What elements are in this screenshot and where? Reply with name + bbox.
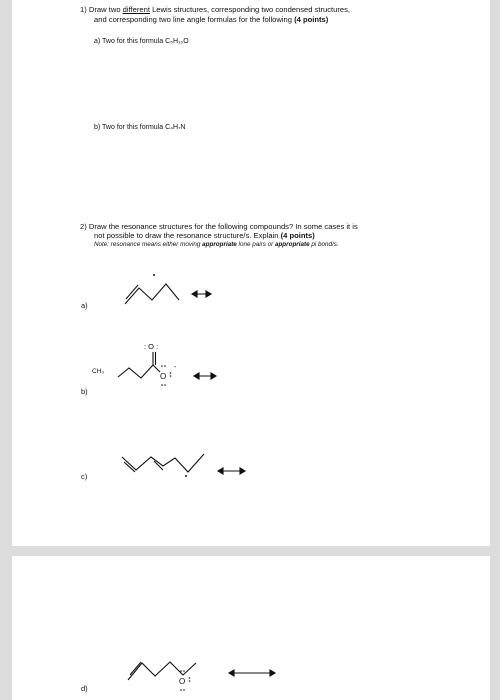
question-1-line-2-text: and corresponding two line angle formulas for the following — [94, 15, 295, 24]
compound-d-structure — [128, 662, 196, 680]
question-1-text-start: Draw two — [88, 5, 123, 14]
structures-page-1 — [12, 0, 490, 546]
radical-dot-c — [185, 475, 187, 477]
document-page-2 — [12, 556, 490, 700]
methyl-group-label: CH₃ — [92, 368, 105, 375]
compound-b-label: b) — [81, 387, 88, 396]
document-page-1 — [12, 0, 490, 546]
resonance-arrow-b — [194, 373, 216, 379]
question-2-points: (4 points) — [280, 231, 315, 240]
note-text-2: lone pairs or — [236, 241, 275, 248]
question-2-text: Draw the resonance structures for the following compounds? In some cases it is — [88, 222, 358, 231]
carboxylate-oxygen — [160, 365, 171, 386]
compound-c-label: c) — [81, 472, 88, 481]
question-1-number: 1) — [80, 5, 87, 14]
negative-charge: - — [174, 364, 177, 371]
structures-page-2 — [12, 556, 490, 700]
compound-d-label: d) — [81, 684, 88, 693]
note-bold-1: appropriate — [202, 241, 237, 248]
compound-c-structure — [122, 454, 204, 477]
svg-text:O: O — [179, 677, 186, 686]
question-2-number: 2) — [80, 222, 87, 231]
note-bold-2: appropriate — [274, 241, 310, 248]
question-1-underlined-word: different — [122, 5, 150, 14]
resonance-arrow-c — [218, 468, 245, 474]
question-1-part-b: b) Two for this formula C₄H₇N — [94, 124, 186, 131]
note-text-1: Note: resonance means either moving — [94, 241, 203, 248]
compound-a-structure — [125, 274, 179, 304]
compound-a-label: a) — [81, 301, 88, 310]
question-1-text-end: Lewis structures, corresponding two condensed structures, — [149, 5, 351, 14]
compound-b-structure — [118, 352, 160, 378]
question-2-line-2-text: not possible to draw the resonance structure/s. Explain — [94, 231, 281, 240]
resonance-arrow-d — [229, 670, 275, 676]
carbonyl-oxygen: : O : — [144, 342, 159, 351]
radical-dot — [153, 274, 155, 276]
note-text-3: pi bond/s. — [309, 241, 339, 248]
resonance-arrow-a — [192, 291, 211, 297]
question-1-points: (4 points) — [294, 15, 329, 24]
svg-text:O: O — [160, 372, 167, 381]
question-1-part-a: a) Two for this formula C₅H₁₀O — [94, 38, 189, 45]
